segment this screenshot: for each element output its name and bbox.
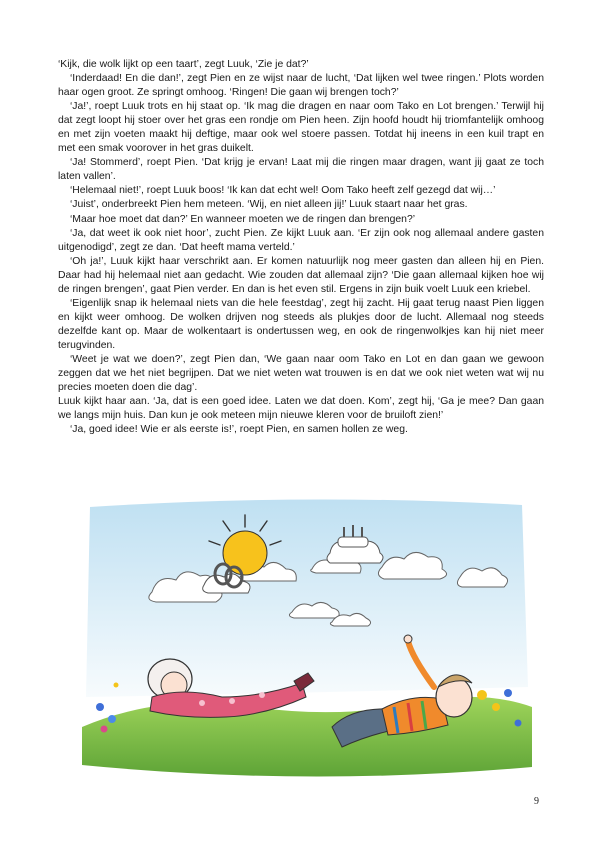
flower — [515, 720, 522, 727]
flower — [477, 690, 487, 700]
paragraph: Luuk kijkt haar aan. ‘Ja, dat is een goed idee. Laten we dat doen. Kom’, zegt hij, ‘Ga je mee? Dan gaan we langs mijn huis. Dan kun je ook meteen mijn nieuwe kleren voor de bruiloft zien!’ — [58, 396, 544, 422]
flower — [108, 715, 116, 723]
paragraph: ‘Juist’, onderbreekt Pien hem meteen. ‘Wij, en niet alleen jij!’ Luuk staart naar het gras. — [70, 199, 468, 211]
paragraph: ‘Ja!’, roept Luuk trots en hij staat op. ‘Ik mag die dragen en naar oom Tako en Lot brengen.’ Terwijl hij dat zegt loopt hij stoer over het gras een rondje om Pien heen. Zijn hoofd houdt hij triomfantelijk omhoog en met zijn voeten maakt hij deftige, maar ook wel stoere passen. Totdat hij ineens in een kuil trapt en met een smak voorover in het gras duikelt. — [58, 101, 544, 155]
paragraph: ‘Weet je wat we doen?’, zegt Pien dan, ‘We gaan naar oom Tako en Lot en dan gaan we gewoon zeggen dat we het niet begrijpen. Dat we niet weten wat trouwen is en dat we ook niet weten wat wij nu precies moeten doen die dag’. — [58, 353, 544, 394]
flower — [101, 726, 108, 733]
paragraph: ‘Maar hoe moet dat dan?’ En wanneer moeten we de ringen dan brengen?’ — [70, 213, 416, 225]
flower — [492, 703, 500, 711]
paragraph: ‘Inderdaad! En die dan!’, zegt Pien en ze wijst naar de lucht, ‘Dat lijken wel twee ringen.’ Plots worden haar ogen groot. Ze springt omhoog. ‘Ringen! Die gaan wij brengen toch?’ — [58, 73, 544, 99]
flower — [504, 689, 512, 697]
boy-hand — [404, 635, 412, 643]
page-number: 9 — [534, 796, 539, 807]
paragraph: ‘Oh ja!’, Luuk kijkt haar verschrikt aan. Er komen natuurlijk nog meer gasten dan alleen hij en Pien. Daar had hij helemaal niet aan gedacht. Wie zouden dat allemaal zijn? ‘Die gaan allemaal kijken hoe wij de ringen brengen’, gaat Pien verder. En dan is het even stil. Ergens in zijn buik voelt Luuk een kriebel. — [58, 255, 544, 295]
flower — [96, 703, 104, 711]
story-text — [58, 58, 544, 437]
paragraph: ‘Ja! Stommerd’, roept Pien. ‘Dat krijg je ervan! Laat mij die ringen maar dragen, want jij gaat ze toch laten vallen’. — [58, 157, 544, 183]
illustration — [82, 497, 532, 780]
paragraph: ‘Ja, dat weet ik ook niet hoor’, zucht Pien. Ze kijkt Luuk aan. ‘Er zijn ook nog allemaal andere gasten uitgenodigd’, zegt ze dan. ‘Dat heeft mama verteld.’ — [58, 227, 544, 253]
butterfly — [114, 683, 119, 688]
paragraph: ‘Ja, goed idee! Wie er als eerste is!’, roept Pien, en samen hollen ze weg. — [70, 424, 408, 436]
paragraph: ‘Kijk, die wolk lijkt op een taart’, zegt Luuk, ‘Zie je dat?’ — [58, 59, 309, 70]
paragraph: ‘Helemaal niet!’, roept Luuk boos! ‘Ik kan dat echt wel! Oom Tako heeft zelf gezegd dat wij…’ — [70, 185, 496, 197]
paragraph: ‘Eigenlijk snap ik helemaal niets van die hele feestdag’, zegt hij zacht. Hij gaat terug naast Pien liggen en kijkt weer omhoog. De wolken drijven nog steeds als plukjes door de lucht. Allemaal nog steeds dezelfde kant op. Maar de wolkentaart is ondertussen weg, en ook de ringenwolkjes kan hij niet meer terugvinden. — [58, 297, 544, 351]
